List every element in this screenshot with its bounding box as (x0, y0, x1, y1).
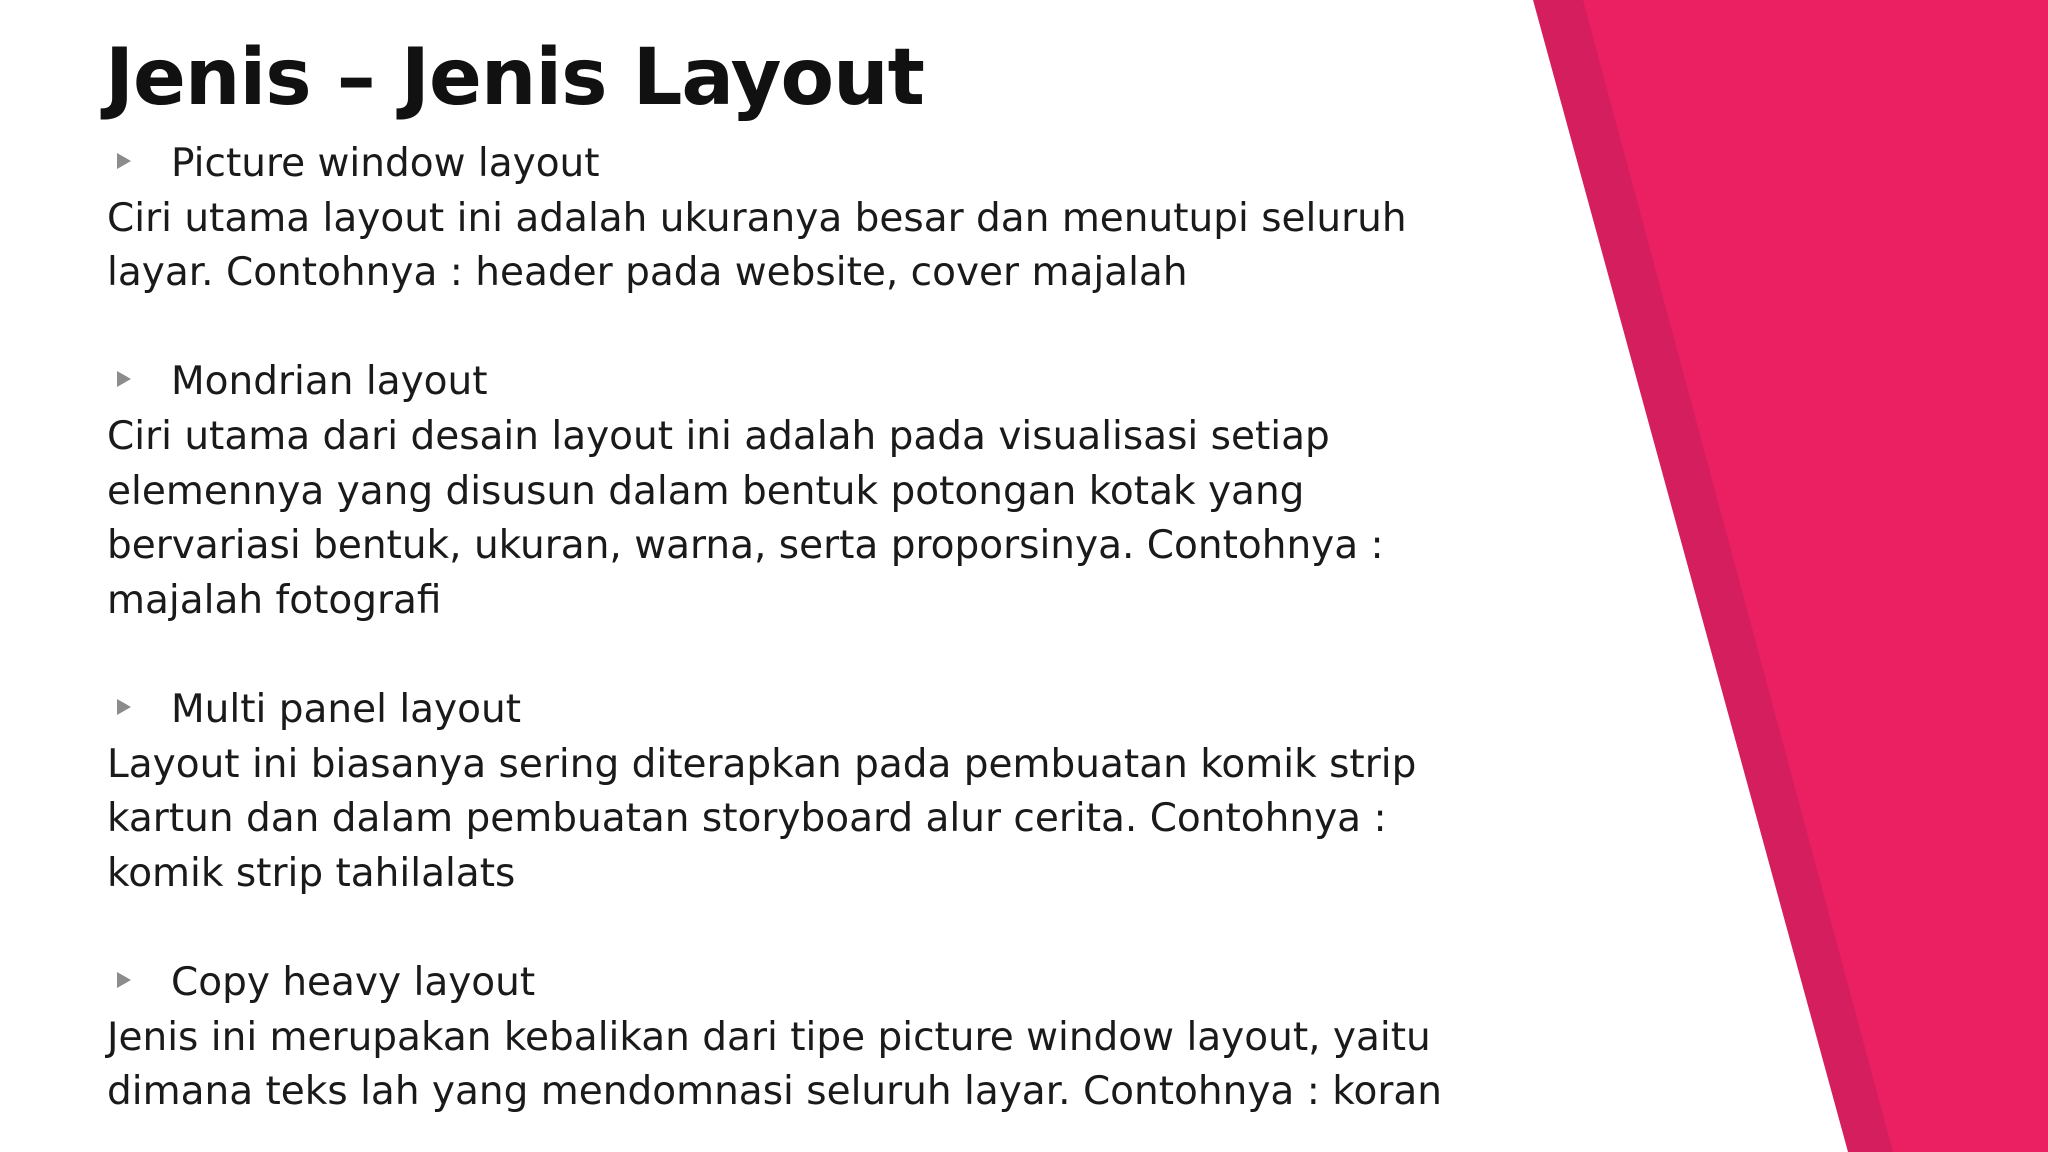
section-multi-panel (107, 683, 1547, 901)
bullet-heading: Copy heavy layout (171, 959, 536, 1005)
bullet-heading: Multi panel layout (171, 686, 522, 732)
bullet-item (107, 683, 1547, 738)
slide-title: Jenis – Jenis Layout (105, 33, 924, 123)
description-line: kartun dan dalam pembuatan storyboard alur cerita. Contohnya : (107, 796, 1387, 842)
description-line: komik strip tahilalats (107, 850, 516, 896)
spacer (107, 628, 1547, 683)
bullet-item (107, 956, 1547, 1011)
description-line: bervariasi bentuk, ukuran, warna, serta proporsinya. Contohnya : (107, 523, 1384, 569)
section-mondrian (107, 355, 1547, 628)
bullet-heading: Mondrian layout (171, 359, 488, 405)
description-line: layar. Contohnya : header pada website, cover majalah (107, 250, 1188, 296)
section-description (107, 410, 1547, 628)
section-description (107, 192, 1547, 301)
description-line: Jenis ini merupakan kebalikan dari tipe picture window layout, yaitu (107, 1014, 1431, 1060)
description-line: Layout ini biasanya sering diterapkan pada pembuatan komik strip (107, 741, 1417, 787)
slide-content (107, 137, 1547, 1120)
bullet-arrow-icon (117, 972, 131, 988)
bullet-arrow-icon (117, 153, 131, 169)
description-line: dimana teks lah yang mendomnasi seluruh layar. Contohnya : koran (107, 1069, 1442, 1115)
spacer (107, 901, 1547, 956)
bullet-item (107, 355, 1547, 410)
section-picture-window (107, 137, 1547, 301)
bullet-item (107, 137, 1547, 192)
spacer (107, 301, 1547, 356)
bullet-arrow-icon (117, 371, 131, 387)
section-description (107, 738, 1547, 902)
description-line: elemennya yang disusun dalam bentuk potongan kotak yang (107, 468, 1305, 514)
bullet-arrow-icon (117, 699, 131, 715)
section-description (107, 1011, 1547, 1120)
description-line: Ciri utama layout ini adalah ukuranya besar dan menutupi seluruh (107, 195, 1407, 241)
description-line: majalah fotografi (107, 577, 442, 623)
bullet-heading: Picture window layout (171, 141, 600, 186)
section-copy-heavy (107, 956, 1547, 1120)
description-line: Ciri utama dari desain layout ini adalah pada visualisasi setiap (107, 413, 1330, 459)
